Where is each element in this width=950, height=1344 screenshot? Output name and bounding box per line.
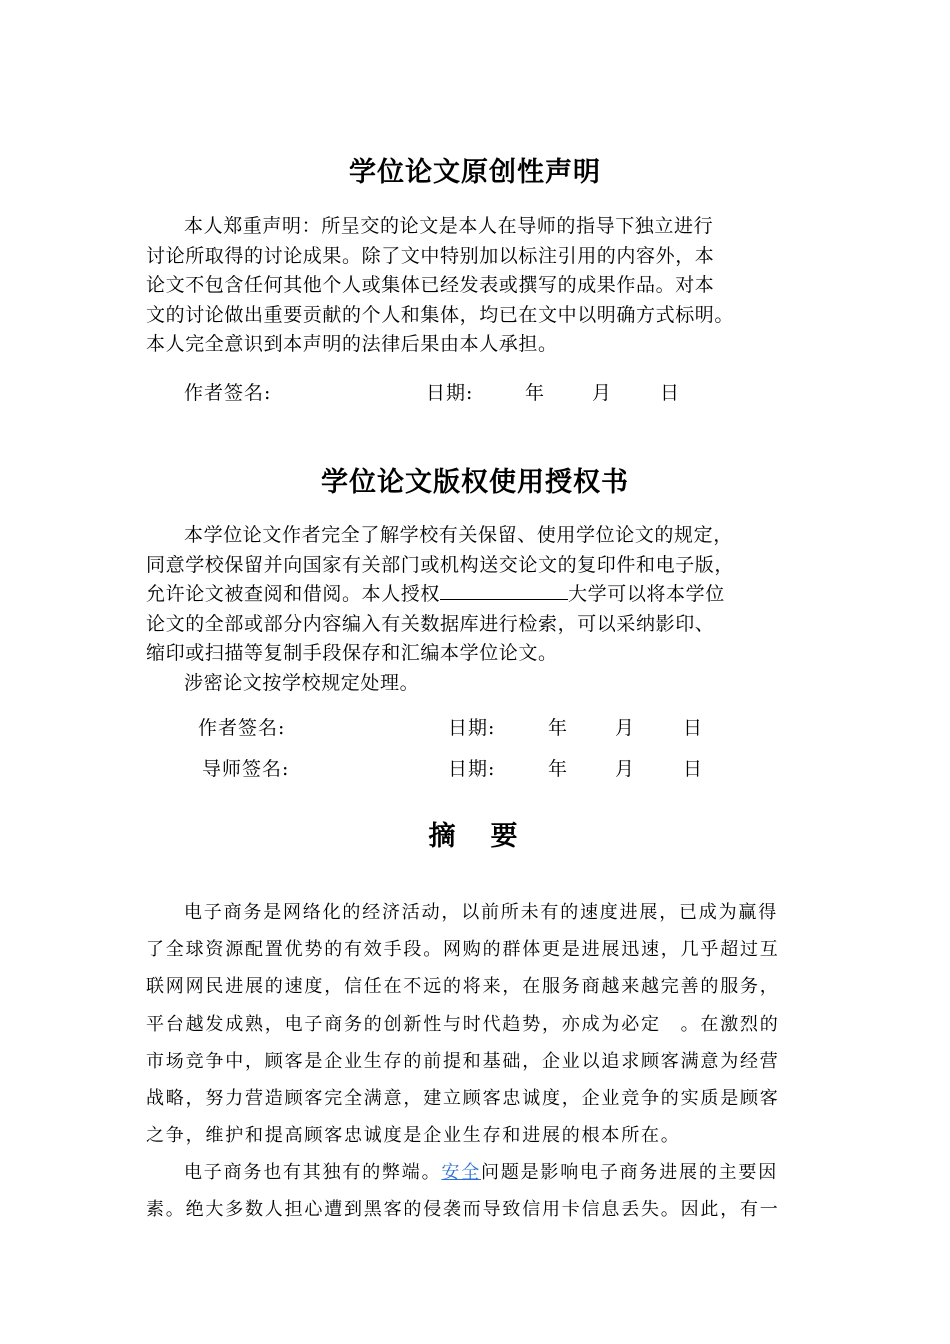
- declaration-line: 讨论所取得的讨论成果。除了文中特别加以标注引用的内容外，本: [146, 244, 715, 267]
- authorization-line: 缩印或扫描等复制手段保存和汇编本学位论文。: [146, 642, 558, 664]
- authorization-advisor-day-label: 日: [683, 758, 704, 780]
- authorization-advisor-month-label: 月: [615, 758, 636, 780]
- abstract-line: 联网网民进展的速度，信任在不远的将来，在服务商越来越完善的服务，: [146, 976, 780, 998]
- authorization-title: 学位论文版权使用授权书: [321, 467, 629, 498]
- authorization-author-signature-label: 作者签名:: [198, 717, 286, 739]
- abstract-paragraph-1: [146, 894, 826, 1154]
- abstract-line: 素。绝大多数人担心遭到黑客的侵袭而导致信用卡信息丢失。因此，有一: [146, 1199, 780, 1221]
- declaration-line: 本人完全意识到本声明的法律后果由本人承担。: [146, 333, 558, 355]
- authorization-line-text: 允许论文被查阅和借阅。本人授权: [146, 583, 441, 605]
- declaration-day-label: 日: [660, 382, 681, 404]
- authorization-advisor-signature-label: 导师签名:: [202, 758, 290, 780]
- abstract-line: [146, 1154, 826, 1191]
- declaration-line: 论文不包含任何其他个人或集体已经发表或撰写的成果作品。对本: [146, 274, 715, 296]
- authorization-line: 论文的全部或部分内容编入有关数据库进行检索，可以采纳影印、: [146, 612, 715, 635]
- authorization-line: 本学位论文作者完全了解学校有关保留、使用学位论文的规定，: [184, 524, 733, 546]
- abstract-text: 问题是影响电子商务进展的主要因: [481, 1162, 779, 1183]
- declaration-year-label: 年: [525, 382, 546, 404]
- abstract-line: 之争，维护和提高顾客忠诚度是企业生存和进展的根本所在。: [146, 1125, 681, 1147]
- abstract-text: 电子商务也有其独有的弊端。: [184, 1162, 442, 1183]
- authorization-advisor-year-label: 年: [548, 758, 569, 780]
- authorization-month-label: 月: [615, 717, 636, 739]
- declaration-line: 文的讨论做出重要贡献的个人和集体，均已在文中以明确方式标明。: [146, 303, 735, 326]
- abstract-title: 摘 要: [428, 821, 522, 852]
- declaration-date-label: 日期:: [426, 382, 474, 404]
- security-link[interactable]: 安全: [441, 1162, 482, 1183]
- university-name-blank: [440, 581, 568, 600]
- abstract-paragraph-2: [146, 1154, 826, 1228]
- authorization-day-label: 日: [683, 717, 704, 739]
- authorization-line: 涉密论文按学校规定处理。: [184, 671, 420, 694]
- authorization-line: [146, 580, 826, 610]
- authorization-advisor-date-label: 日期:: [448, 758, 496, 780]
- declaration-body: [146, 212, 826, 360]
- authorization-line-text: 大学可以将本学位: [568, 583, 725, 605]
- authorization-line: 同意学校保留并向国家有关部门或机构送交论文的复印件和电子版，: [146, 553, 735, 576]
- abstract-line: 平台越发成熟，电子商务的创新性与时代趋势，亦成为必定 。在激烈的: [146, 1013, 780, 1035]
- authorization-date-label: 日期:: [448, 717, 496, 739]
- abstract-line: 电子商务是网络化的经济活动，以前所未有的速度进展，已成为赢得: [184, 902, 778, 923]
- abstract-line: 了全球资源配置优势的有效手段。网购的群体更是进展迅速，几乎超过互: [146, 939, 780, 961]
- abstract-line: 市场竞争中，顾客是企业生存的前提和基础，企业以追求顾客满意为经营: [146, 1050, 780, 1072]
- declaration-month-label: 月: [592, 382, 613, 404]
- declaration-title: 学位论文原创性声明: [349, 157, 601, 188]
- declaration-author-signature-label: 作者签名:: [184, 382, 272, 404]
- authorization-year-label: 年: [548, 717, 569, 739]
- authorization-body: [146, 521, 826, 698]
- abstract-line: 战略，努力营造顾客完全满意，建立顾客忠诚度，企业竞争的实质是顾客: [146, 1088, 780, 1110]
- declaration-line: 本人郑重声明：所呈交的论文是本人在导师的指导下独立进行: [184, 215, 714, 237]
